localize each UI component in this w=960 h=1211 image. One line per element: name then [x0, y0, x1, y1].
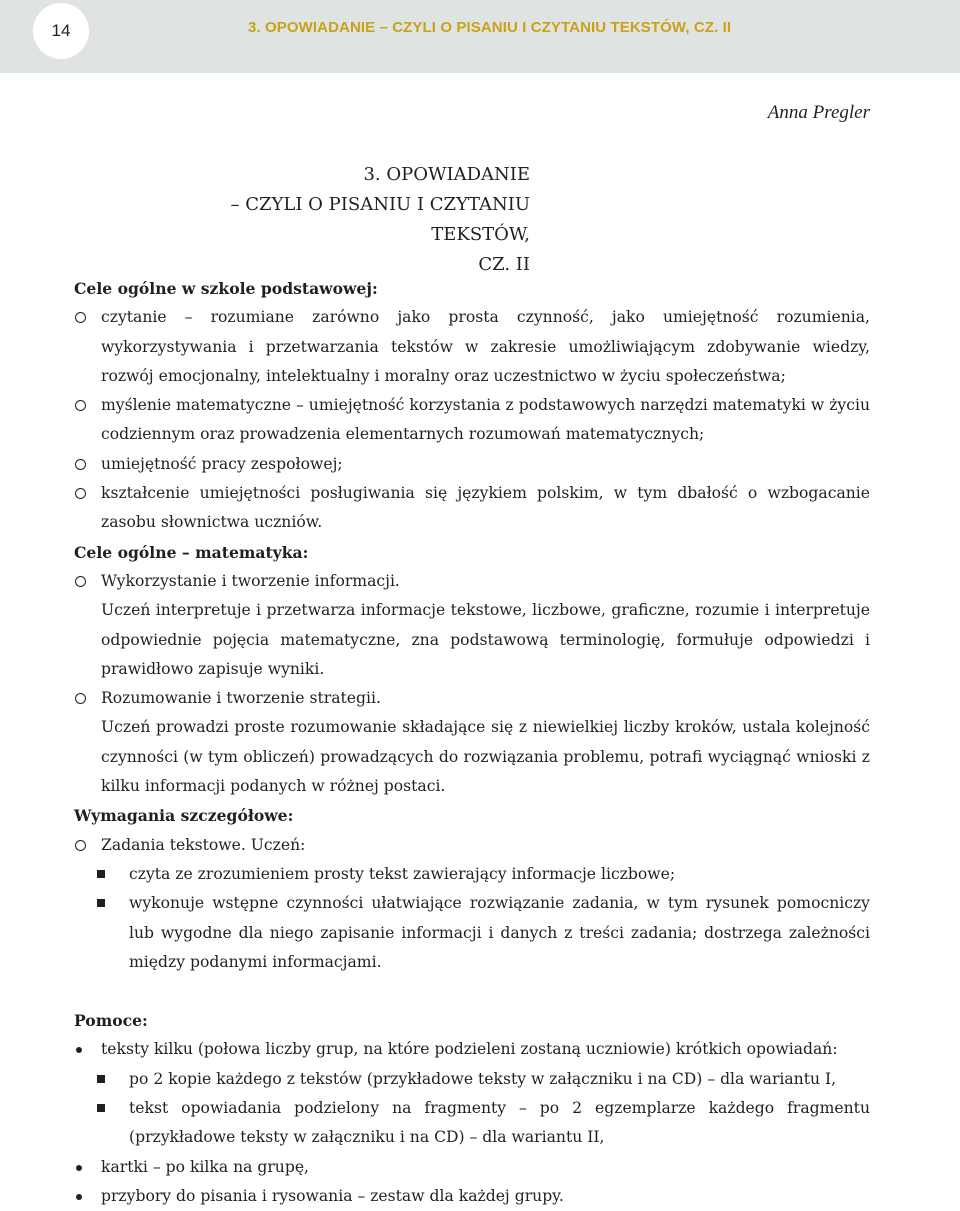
list-item: przybory do pisania i rysowania – zestaw dla każdej grupy.: [74, 1182, 870, 1211]
list-item: kartki – po kilka na grupę,: [74, 1153, 870, 1182]
dot-bullet-icon: [76, 1194, 82, 1200]
page-number: 14: [33, 3, 89, 59]
square-bullet-icon: [97, 899, 105, 907]
circle-bullet-icon: [75, 576, 86, 587]
list-item: myślenie matematyczne – umiejętność korzystania z podstawowych narzędzi matematyki w życiu codziennym oraz prowadzenia elementarnych rozumowań matematycznych;: [74, 391, 870, 450]
square-bullet-icon: [97, 1104, 105, 1112]
sub-list-item: po 2 kopie każdego z tekstów (przykładowe teksty w załączniku i na CD) – dla wariantu I,: [74, 1065, 870, 1094]
sub-list-item: wykonuje wstępne czynności ułatwiające rozwiązanie zadania, w tym rysunek pomocniczy lub wygodne dla niego zapisanie informacji i danych z treści zadania; dostrzega zależności między podanymi informacjami.: [74, 889, 870, 977]
circle-bullet-icon: [75, 840, 86, 851]
running-title: 3. OPOWIADANIE – CZYLI O PISANIU I CZYTANIU TEKSTÓW, CZ. II: [248, 19, 732, 36]
dot-bullet-icon: [76, 1165, 82, 1171]
page-header: [0, 0, 960, 73]
circle-bullet-icon: [75, 459, 86, 470]
circle-bullet-icon: [75, 488, 86, 499]
sub-list-item: czyta ze zrozumieniem prosty tekst zawierający informacje liczbowe;: [74, 860, 870, 889]
section-heading-materials: Pomoce:: [74, 1011, 148, 1031]
circle-bullet-icon: [75, 400, 86, 411]
document-body: [74, 274, 870, 1211]
list-item: czytanie – rozumiane zarówno jako prosta czynność, jako umiejętność rozumienia, wykorzystywania i przetwarzania tekstów w zakresie umożliwiającym zdobywanie wiedzy, rozwój emocjonalny, intelektualny i moralny oraz uczestnictwo w życiu społeczeństwa;: [74, 303, 870, 391]
dot-bullet-icon: [76, 1047, 82, 1053]
section-heading-requirements: Wymagania szczegółowe:: [74, 806, 294, 826]
item-description: Uczeń prowadzi proste rozumowanie składające się z niewielkiej liczby kroków, ustala kolejność czynności (w tym obliczeń) prowadzących do rozwiązania problemu, potrafi wyciągnąć wnioski z kilku informacji podanych w różnej postaci.: [101, 718, 870, 796]
list-item: Rozumowanie i tworzenie strategii.: [74, 684, 870, 713]
item-description: Uczeń interpretuje i przetwarza informacje tekstowe, liczbowe, graficzne, rozumie i interpretuje odpowiednie pojęcia matematyczne, zna podstawową terminologię, formułuje odpowiedzi i prawidłowo zapisuje wyniki.: [101, 601, 870, 678]
author: Anna Pregler: [767, 102, 870, 123]
list-item: teksty kilku (połowa liczby grup, na które podzieleni zostaną uczniowie) krótkich opowiadań:: [74, 1035, 870, 1064]
title-line: – CZYLI O PISANIU I CZYTANIU TEKSTÓW,: [230, 194, 530, 245]
list-item: Zadania tekstowe. Uczeń:: [74, 831, 870, 860]
square-bullet-icon: [97, 870, 105, 878]
title-line: CZ. II: [478, 254, 530, 275]
list-item: umiejętność pracy zespołowej;: [74, 450, 870, 479]
section-heading-goals-math: Cele ogólne – matematyka:: [74, 542, 309, 562]
circle-bullet-icon: [75, 693, 86, 704]
sub-list-item: tekst opowiadania podzielony na fragmenty – po 2 egzemplarze każdego fragmentu (przykładowe teksty w załączniku i na CD) – dla wariantu II,: [74, 1094, 870, 1153]
list-item: kształcenie umiejętności posługiwania się językiem polskim, w tym dbałość o wzbogacanie zasobu słownictwa uczniów.: [74, 479, 870, 538]
circle-bullet-icon: [75, 312, 86, 323]
list-item: Wykorzystanie i tworzenie informacji.: [74, 567, 870, 596]
square-bullet-icon: [97, 1075, 105, 1083]
section-heading-goals-school: Cele ogólne w szkole podstawowej:: [74, 279, 378, 298]
page-title: [150, 160, 530, 280]
title-line: 3. OPOWIADANIE: [363, 164, 530, 185]
